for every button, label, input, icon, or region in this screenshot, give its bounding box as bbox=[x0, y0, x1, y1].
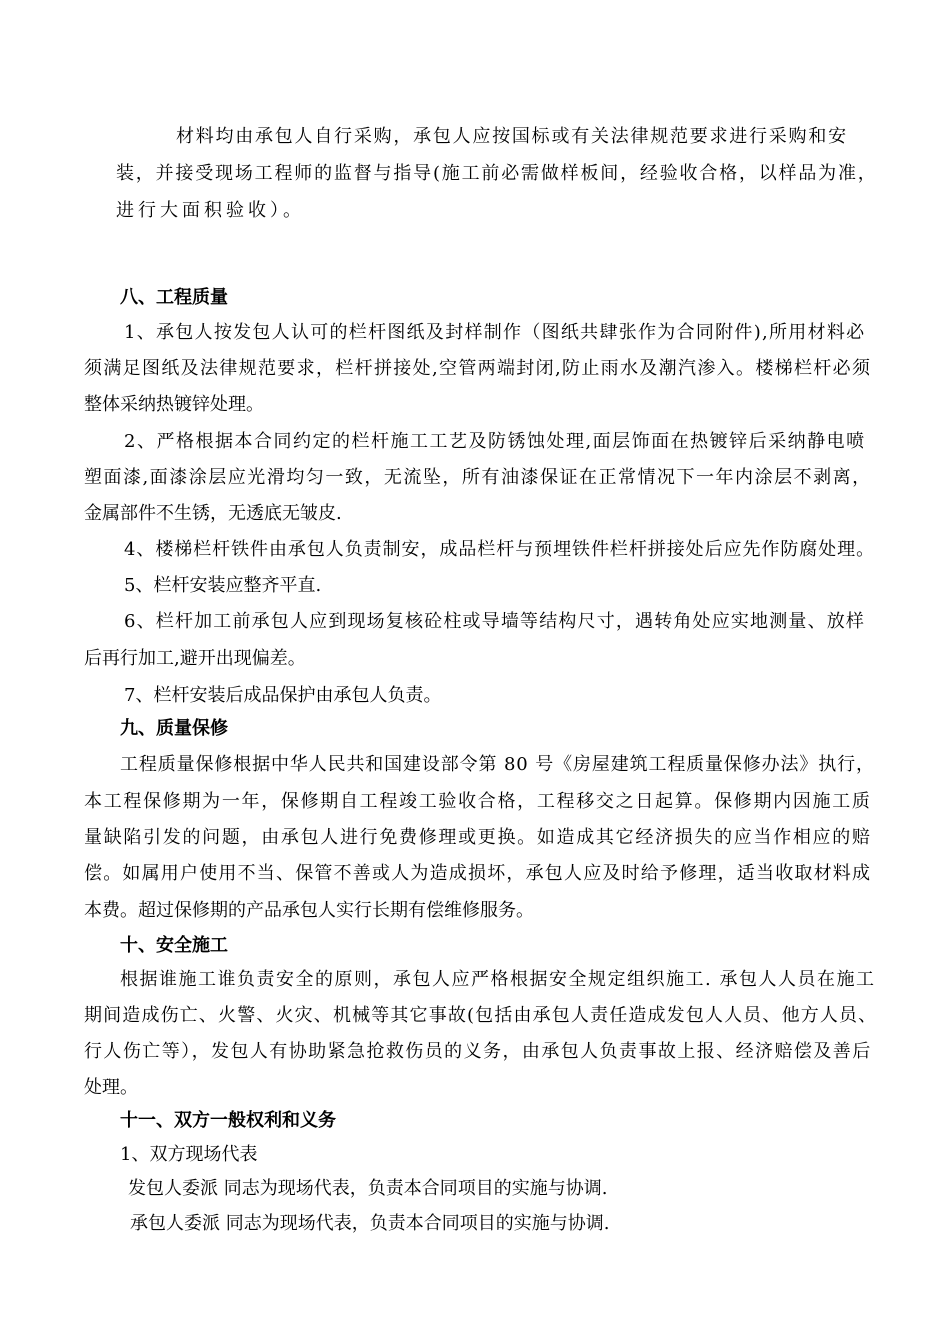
section-8-item-2-line-3: 金属部件不生锈，无透底无皱皮. bbox=[84, 503, 342, 524]
section-10-line-2: 期间造成伤亡、火警、火灾、机械等其它事故(包括由承包人责任造成发包人人员、他方人员、 bbox=[84, 1005, 878, 1026]
section-9-line-5: 本费。超过保修期的产品承包人实行长期有偿维修服务。 bbox=[84, 900, 534, 921]
section-11-line-2: 承包人委派 同志为现场代表，负责本合同项目的实施与协调. bbox=[130, 1213, 610, 1234]
section-8-item-6-line-2: 后再行加工,避开出现偏差。 bbox=[84, 648, 306, 669]
section-9-line-3: 量缺陷引发的问题，由承包人进行免费修理或更换。如造成其它经济损失的应当作相应的赔 bbox=[84, 827, 872, 848]
section-8-item-2-line-1: 2、严格根据本合同约定的栏杆施工工艺及防锈蚀处理,面层饰面在热镀锌后采纳静电喷 bbox=[124, 431, 866, 452]
section-8-item-1-line-2: 须满足图纸及法律规范要求，栏杆拼接处,空管两端封闭,防止雨水及潮汽渗入。楼梯栏杆必须 bbox=[84, 358, 872, 379]
section-11-heading: 十一、双方一般权利和义务 bbox=[120, 1110, 336, 1131]
intro-line-1: 材料均由承包人自行采购，承包人应按国标或有关法律规范要求进行采购和安 bbox=[176, 126, 848, 147]
section-8-item-7: 7、栏杆安装后成品保护由承包人负责。 bbox=[124, 685, 442, 706]
section-8-item-5: 5、栏杆安装应整齐平直. bbox=[124, 575, 322, 596]
section-10-line-1: 根据谁施工谁负责安全的原则，承包人应严格根据安全规定组织施工. 承包人人员在施工 bbox=[120, 969, 876, 990]
intro-line-3: 进行大面积验收）。 bbox=[116, 200, 305, 221]
section-11-line-1: 发包人委派 同志为现场代表，负责本合同项目的实施与协调. bbox=[128, 1178, 608, 1199]
intro-line-2: 装，并接受现场工程师的监督与指导(施工前必需做样板间，经验收合格，以样品为准， bbox=[116, 163, 878, 184]
section-10-line-3: 行人伤亡等），发包人有协助紧急抢救伤员的义务，由承包人负责事故上报、经济赔偿及善后 bbox=[84, 1041, 872, 1062]
section-8-item-4: 4、楼梯栏杆铁件由承包人负责制安，成品栏杆与预埋铁件栏杆拼接处后应先作防腐处理。 bbox=[124, 539, 876, 560]
section-9-line-4: 偿。如属用户使用不当、保管不善或人为造成损坏，承包人应及时给予修理，适当收取材料成 bbox=[84, 863, 872, 884]
section-8-heading: 八、工程质量 bbox=[120, 287, 228, 308]
section-9-line-1: 工程质量保修根据中华人民共和国建设部令第 80 号《房屋建筑工程质量保修办法》执行， bbox=[120, 754, 875, 775]
section-10-line-4: 处理。 bbox=[84, 1077, 138, 1098]
section-9-line-2: 本工程保修期为一年，保修期自工程竣工验收合格，工程移交之日起算。保修期内因施工质 bbox=[84, 791, 872, 812]
section-9-heading: 九、质量保修 bbox=[120, 718, 228, 739]
section-8-item-6-line-1: 6、栏杆加工前承包人应到现场复核砼柱或导墙等结构尺寸，遇转角处应实地测量、放样 bbox=[124, 611, 866, 632]
section-10-heading: 十、安全施工 bbox=[120, 935, 228, 956]
section-8-item-1-line-1: 1、承包人按发包人认可的栏杆图纸及封样制作（图纸共肆张作为合同附件),所用材料必 bbox=[124, 322, 866, 343]
section-8-item-1-line-3: 整体采纳热镀锌处理。 bbox=[84, 394, 264, 415]
section-8-item-2-line-2: 塑面漆,面漆涂层应光滑均匀一致，无流坠，所有油漆保证在正常情况下一年内涂层不剥离， bbox=[84, 467, 872, 488]
section-11-subtitle: 1、双方现场代表 bbox=[120, 1144, 258, 1165]
